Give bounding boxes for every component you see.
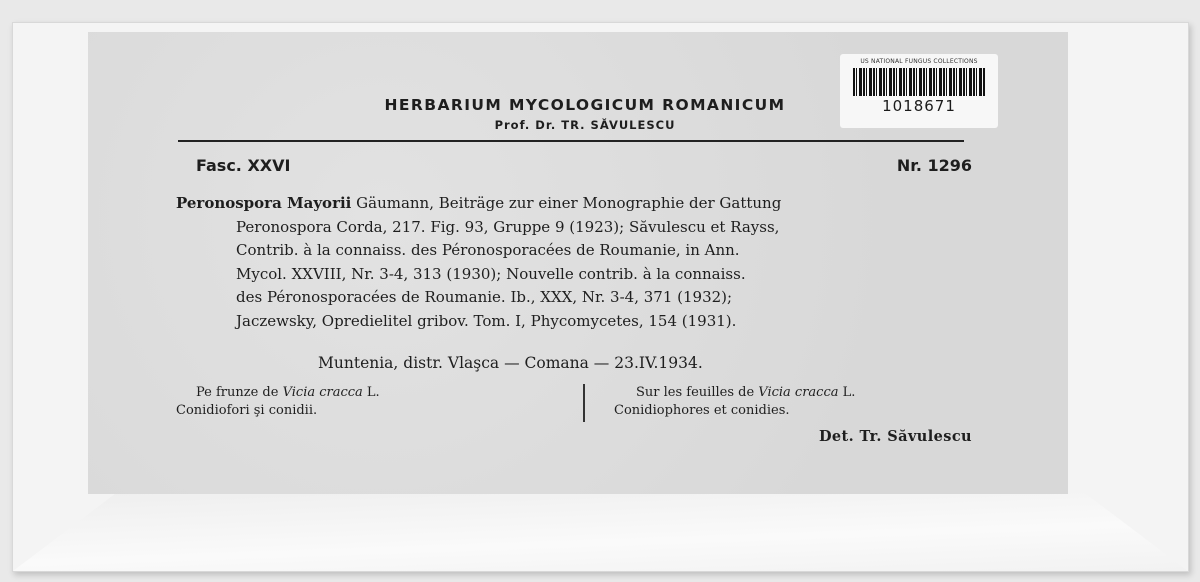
column-divider	[583, 384, 585, 422]
host-prefix: Sur les feuilles de	[636, 385, 759, 400]
barcode-icon	[853, 68, 985, 96]
citation-line: Peronospora Corda, 217. Fig. 93, Gruppe 9 (1923); Săvulescu et Rayss,	[236, 217, 780, 236]
species-name: Peronospora Mayorii	[176, 194, 352, 212]
host-author: L.	[362, 385, 380, 400]
citation-line: Jaczewsky, Opredielitel gribov. Tom. I, Phycomycetes, 154 (1931).	[236, 311, 737, 330]
species-citation	[176, 192, 976, 334]
host-author: L.	[838, 385, 856, 400]
specimen-number: Nr. 1296	[896, 156, 972, 175]
herbarium-title: HERBARIUM MYCOLOGICUM ROMANICUM	[384, 96, 786, 114]
citation-text: Gäumann, Beiträge zur einer Monographie der Gattung	[351, 194, 782, 212]
spore-description: Conidiofori şi conidii.	[176, 403, 318, 418]
collection-locality: Muntenia, distr. Vlaşca — Comana — 23.IV.1934.	[318, 354, 703, 372]
host-species: Vicia cracca	[758, 385, 839, 400]
host-romanian	[176, 384, 380, 420]
citation-line: Contrib. à la connaiss. des Péronosporacées de Roumanie, in Ann.	[236, 241, 740, 260]
fascicle-number: Fasc. XXVI	[196, 156, 291, 175]
citation-line: Mycol. XXVIII, Nr. 3-4, 313 (1930); Nouvelle contrib. à la connaiss.	[236, 264, 746, 283]
determiner: Det. Tr. Săvulescu	[818, 428, 972, 445]
host-line	[614, 384, 855, 402]
spore-description: Conidiophores et conidies.	[614, 403, 790, 418]
barcode-number: 1018671	[882, 97, 956, 115]
header-rule	[178, 140, 964, 142]
host-prefix: Pe frunze de	[196, 385, 283, 400]
barcode-caption: US NATIONAL FUNGUS COLLECTIONS	[860, 58, 978, 65]
host-french	[614, 384, 855, 420]
envelope-flap	[13, 491, 1188, 571]
host-line	[196, 384, 380, 402]
host-species: Vicia cracca	[282, 385, 363, 400]
barcode-sticker	[840, 54, 998, 128]
citation-line	[176, 192, 976, 216]
citation-line: des Péronosporacées de Roumanie. Ib., XXX, Nr. 3-4, 371 (1932);	[236, 288, 733, 307]
herbarium-curator: Prof. Dr. TR. SĂVULESCU	[494, 118, 676, 132]
